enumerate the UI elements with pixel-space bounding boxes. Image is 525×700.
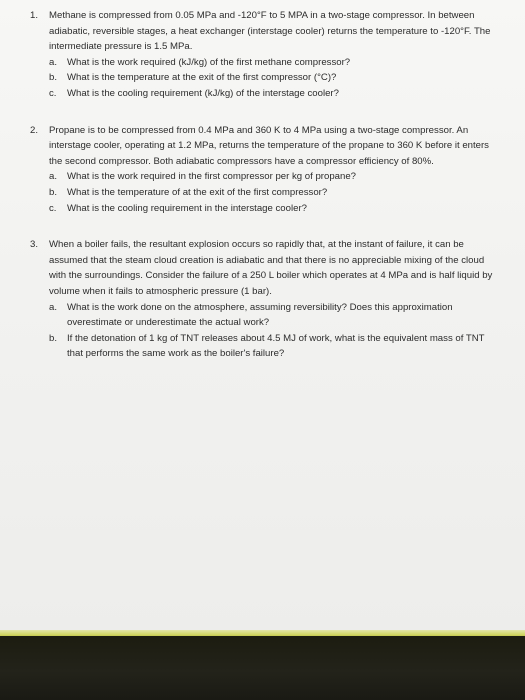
question-part [49,201,500,217]
question-text: When a boiler fails, the resultant explosion occurs so rapidly that, at the instant of failure, it can be assumed that the steam cloud creation is adiabatic and that there is no appreciable mixing of the cloud with the surroundings. Consider the failure of a 250 L boiler which operates at 4 MPa and is half liquid by volume when it fails to atmospheric pressure (1 bar). [49,239,493,297]
question-part [49,331,500,362]
question-number: 3. [30,239,39,251]
part-text: What is the cooling requirement in the interstage cooler? [67,202,307,214]
question-1 [30,8,500,102]
part-letter: b. [49,332,58,344]
question-part [49,169,500,185]
part-letter: b. [49,72,58,84]
question-part [49,300,500,331]
part-text: What is the temperature at the exit of the first compressor (°C)? [67,72,337,84]
part-text: What is the temperature of at the exit of the first compressor? [67,186,328,198]
question-part [49,70,500,86]
question-text: Propane is to be compressed from 0.4 MPa and 360 K to 4 MPa using a two-stage compressor. An interstage cooler, operating at 1.2 MPa, returns the temperature of the propane to 360 K before it enters the second compressor. Both adiabatic compressors have a compressor efficiency of 80%. [49,124,489,167]
part-letter: a. [49,171,58,183]
part-text: What is the work required in the first compressor per kg of propane? [67,171,357,183]
part-text: If the detonation of 1 kg of TNT releases about 4.5 MJ of work, what is the equivalent mass of TNT that performs the same work as the boiler's failure? [67,332,485,360]
question-3 [30,237,500,362]
question-list [30,8,500,383]
question-part [49,55,500,71]
part-letter: a. [49,56,58,68]
part-text: What is the work done on the atmosphere, assuming reversibility? Does this approximation overestimate or underestimate the actual work? [67,301,453,329]
question-part [49,185,500,201]
part-text: What is the work required (kJ/kg) of the first methane compressor? [67,56,351,68]
part-text: What is the cooling requirement (kJ/kg) of the interstage cooler? [67,87,339,99]
desk-surface [0,636,525,700]
question-text: Methane is compressed from 0.05 MPa and -120°F to 5 MPA in a two-stage compressor. In between adiabatic, reversible stages, a heat exchanger (interstage cooler) returns the temperature to -120°F. The intermediate pressure is 1.5 MPa. [49,10,491,53]
part-letter: b. [49,186,58,198]
question-number: 1. [30,10,39,21]
part-letter: c. [49,87,57,99]
part-letter: c. [49,202,57,214]
question-number: 2. [30,124,39,136]
part-letter: a. [49,301,58,313]
question-2 [30,123,500,217]
question-part [49,86,500,102]
